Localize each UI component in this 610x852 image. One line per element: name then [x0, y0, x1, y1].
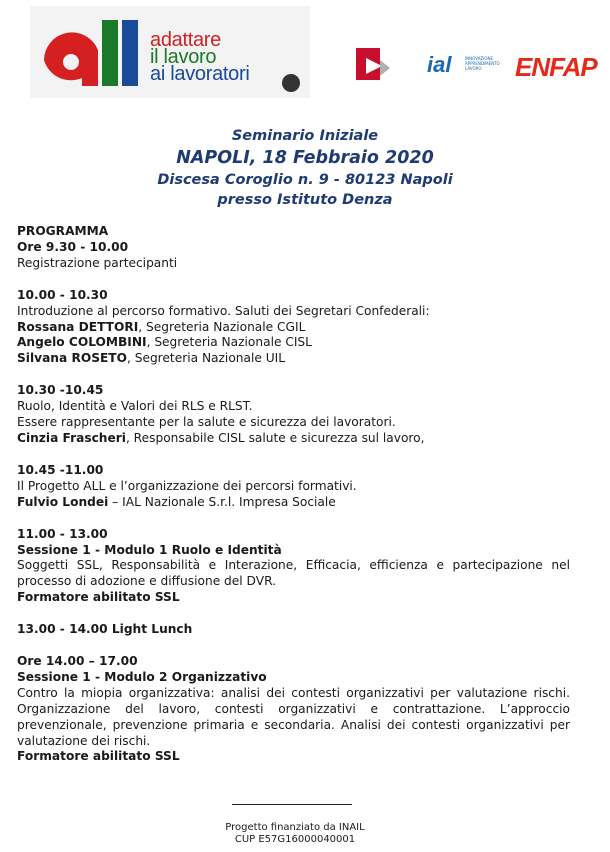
partner-logo-ial [425, 50, 505, 84]
speaker-row [17, 431, 570, 447]
program [17, 224, 570, 765]
speaker-name: Cinzia Frascheri [17, 430, 126, 445]
speaker-role: , Segreteria Nazionale CGIL [138, 319, 306, 334]
logo-dot-icon [282, 74, 300, 92]
session-7-text: Contro la miopia organizzativa: analisi dei contesti organizzativi per valutazione rischi. Organizzazione del lavoro, contesti organizzativi e contrattazione. L’approccio prevenzionale, prevenzione primaria e secondaria. Analisi dei contesti organizzativi per valutazione dei rischi. [17, 685, 570, 748]
speaker-name: Rossana DETTORI [17, 319, 139, 334]
speaker-name: Silvana ROSETO [17, 351, 127, 366]
session-1-text: Registrazione partecipanti [17, 255, 178, 270]
speaker-role: , Segreteria Nazionale CISL [146, 335, 312, 350]
logo-tagline [150, 29, 250, 85]
spacer [17, 367, 570, 383]
logo-line-1: adattare [150, 29, 221, 51]
partner-logo-red-icon [352, 46, 392, 82]
session-4-time: 10.45 -11.00 [17, 462, 104, 477]
header [0, 0, 610, 100]
partner-logo-enfap [515, 52, 595, 84]
session-5-text: Soggetti SSL, Responsabilità e Interazione, Efficacia, efficienza e partecipazione nel processo di adozione e diffusione del DVR. [17, 558, 570, 589]
speaker-role: , Responsabile CISL salute e sicurezza sul lavoro, [125, 430, 425, 445]
session-7-time: Ore 14.00 – 17.00 [17, 654, 138, 669]
session-5-trainer: Formatore abilitato SSL [17, 590, 180, 605]
session-3-time: 10.30 -10.45 [17, 383, 104, 398]
session-7-title: Sessione 1 - Modulo 2 Organizzativo [17, 669, 267, 684]
session-3-text: Ruolo, Identità e Valori dei RLS e RLST. [17, 399, 253, 414]
spacer [17, 638, 570, 654]
speaker-row [17, 320, 570, 336]
speaker-name: Fulvio Londei [17, 494, 109, 509]
session-4-text: Il Progetto ALL e l’organizzazione dei percorsi formativi. [17, 478, 357, 493]
session-2-text: Introduzione al percorso formativo. Saluti dei Segretari Confederali: [17, 303, 430, 318]
speaker-row [17, 495, 570, 511]
speaker-row [17, 351, 570, 367]
session-7-trainer: Formatore abilitato SSL [17, 749, 180, 764]
speaker-role: , Segreteria Nazionale UIL [126, 351, 286, 366]
session-5-title: Sessione 1 - Modulo 1 Ruolo e Identità [17, 542, 282, 557]
event-city-date: NAPOLI, 18 Febbraio 2020 [176, 148, 434, 168]
event-title-block [0, 127, 610, 210]
session-3-text: Essere rappresentante per la salute e sicurezza dei lavoratori. [17, 415, 396, 430]
all-logo-mark-icon [40, 20, 148, 86]
all-project-logo [30, 6, 310, 98]
speaker-row [17, 335, 570, 351]
enfap-logo-text: ENFAP [515, 52, 597, 82]
session-1-time: Ore 9.30 - 10.00 [17, 239, 129, 254]
footer [0, 822, 590, 846]
event-type: Seminario Iniziale [231, 128, 379, 144]
event-venue: presso Istituto Denza [217, 192, 393, 208]
logo-line-3: ai lavoratori [150, 63, 250, 85]
spacer [17, 511, 570, 527]
logo-line-2: il lavoro [150, 46, 217, 68]
ial-logo-text: ial [427, 52, 452, 77]
session-2-time: 10.00 - 10.30 [17, 287, 108, 302]
speaker-name: Angelo COLOMBINI [17, 335, 147, 350]
cup-code: CUP E57G16000040001 [234, 834, 356, 845]
footer-divider [232, 804, 352, 805]
event-address: Discesa Coroglio n. 9 - 80123 Napoli [157, 172, 453, 188]
spacer [17, 447, 570, 463]
spacer [17, 272, 570, 288]
funding-note: Progetto finanziato da INAIL [225, 822, 365, 833]
session-5-time: 11.00 - 13.00 [17, 526, 108, 541]
spacer [17, 606, 570, 622]
ial-logo-subtitle: INNOVAZIONE APPRENDIMENTO LAVORO [465, 56, 500, 71]
program-heading: PROGRAMMA [17, 224, 109, 238]
speaker-role: – IAL Nazionale S.r.l. Impresa Sociale [108, 494, 336, 509]
session-6-lunch: 13.00 - 14.00 Light Lunch [17, 622, 193, 637]
